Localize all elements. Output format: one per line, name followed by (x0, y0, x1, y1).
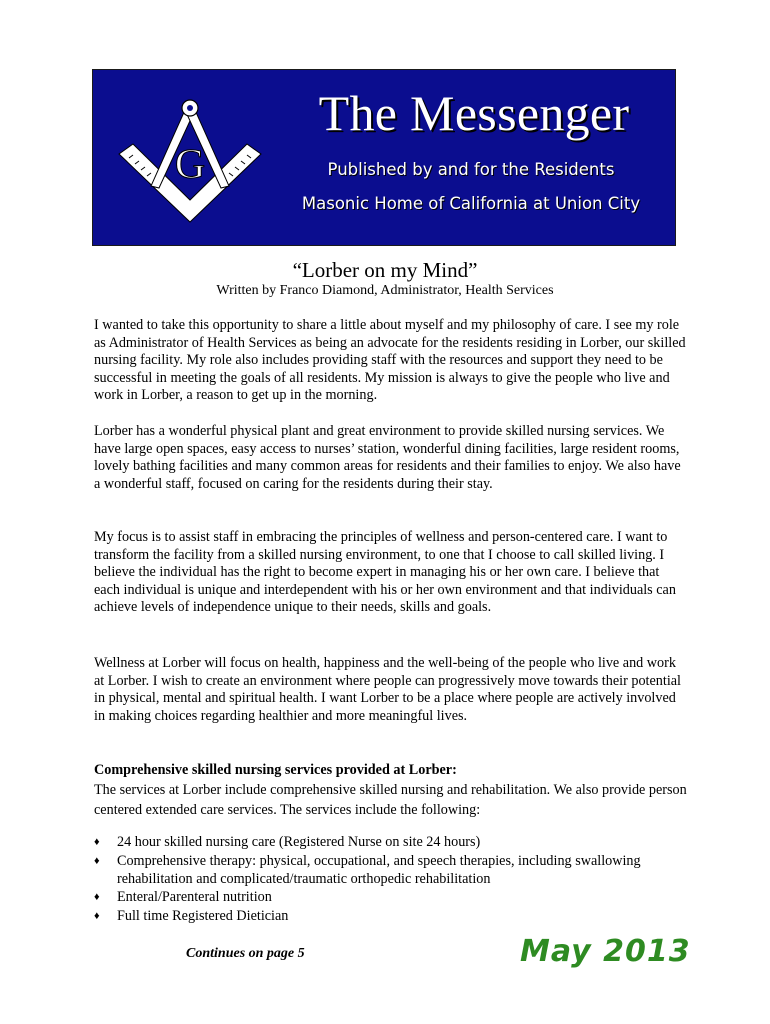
article-byline: Written by Franco Diamond, Administrator, Health Services (216, 283, 554, 298)
list-item-text: Full time Registered Dietician (117, 908, 289, 925)
newsletter-subtitle-1: Published by and for the Residents (327, 160, 615, 179)
list-item-text: Enteral/Parenteral nutrition (117, 889, 272, 906)
section-text: The services at Lorber include comprehensive skilled nursing and rehabilitation. We also provide person centered extended care services. The services include the following: (94, 782, 687, 818)
logo-letter: G (174, 142, 206, 188)
diamond-bullet-icon: ♦ (94, 854, 100, 867)
diamond-bullet-icon: ♦ (94, 910, 100, 923)
list-item-text: 24 hour skilled nursing care (Registered Nurse on site 24 hours) (117, 834, 481, 850)
article-paragraph: Wellness at Lorber will focus on health, happiness and the well-being of the people who live and work at Lorber. I wish to create an environment where people can progressively move towards their potential in physical, mental and spiritual health. I want Lorber to be a place where people are actively involved in making choices regarding healthier and more meaningful lives. (94, 655, 682, 724)
article-title: “Lorber on my Mind” (292, 258, 478, 282)
section-heading: Comprehensive skilled nursing services provided at Lorber: (94, 762, 457, 778)
services-list (94, 834, 688, 927)
article-paragraph: My focus is to assist staff in embracing the principles of wellness and person-centered care. I want to transform the facility from a skilled nursing environment, to one that I choose to call skilled living. I believe the individual has the right to become expert in managing his or her own care. I believe that each individual is unique and interdependent with his or her own environment and that individuals can achieve levels of independence unique to their needs, skills and goals. (94, 529, 676, 616)
diamond-bullet-icon: ♦ (94, 836, 100, 848)
article-paragraph: Lorber has a wonderful physical plant and great environment to provide skilled nursing services. We have large open spaces, easy access to nurses’ station, wonderful dining facilities, large resident rooms, lovely bathing facilities and many common areas for residents and their families to enjoy. We also have a wonderful staff, focused on caring for the residents during their stay. (94, 423, 681, 492)
issue-date: May 2013 (520, 934, 691, 969)
list-item (94, 908, 688, 926)
article-paragraph: I wanted to take this opportunity to share a little about myself and my philosophy of care. I see my role as Administrator of Health Services as being an advocate for the residents residing in Lorber, our skilled nursing facility. My role also includes providing staff with the resources and support they need to be successful in meeting the goals of all residents. My mission is always to give the people who live and work in Lorber, a reason to get up in the morning. (94, 317, 686, 404)
newsletter-subtitle-2: Masonic Home of California at Union City (301, 194, 641, 213)
masthead-banner (92, 69, 676, 246)
diamond-bullet-icon: ♦ (94, 891, 100, 904)
list-item (94, 834, 688, 852)
list-item (94, 889, 688, 907)
list-item (94, 853, 688, 889)
square-and-compasses-icon (115, 96, 265, 226)
continues-note: Continues on page 5 (186, 946, 305, 961)
list-item-text: Comprehensive therapy: physical, occupational, and speech therapies, including swallowing rehabilitation and complicated/traumatic orthopedic rehabilitation (117, 852, 641, 887)
newsletter-title: The Messenger (318, 85, 630, 141)
